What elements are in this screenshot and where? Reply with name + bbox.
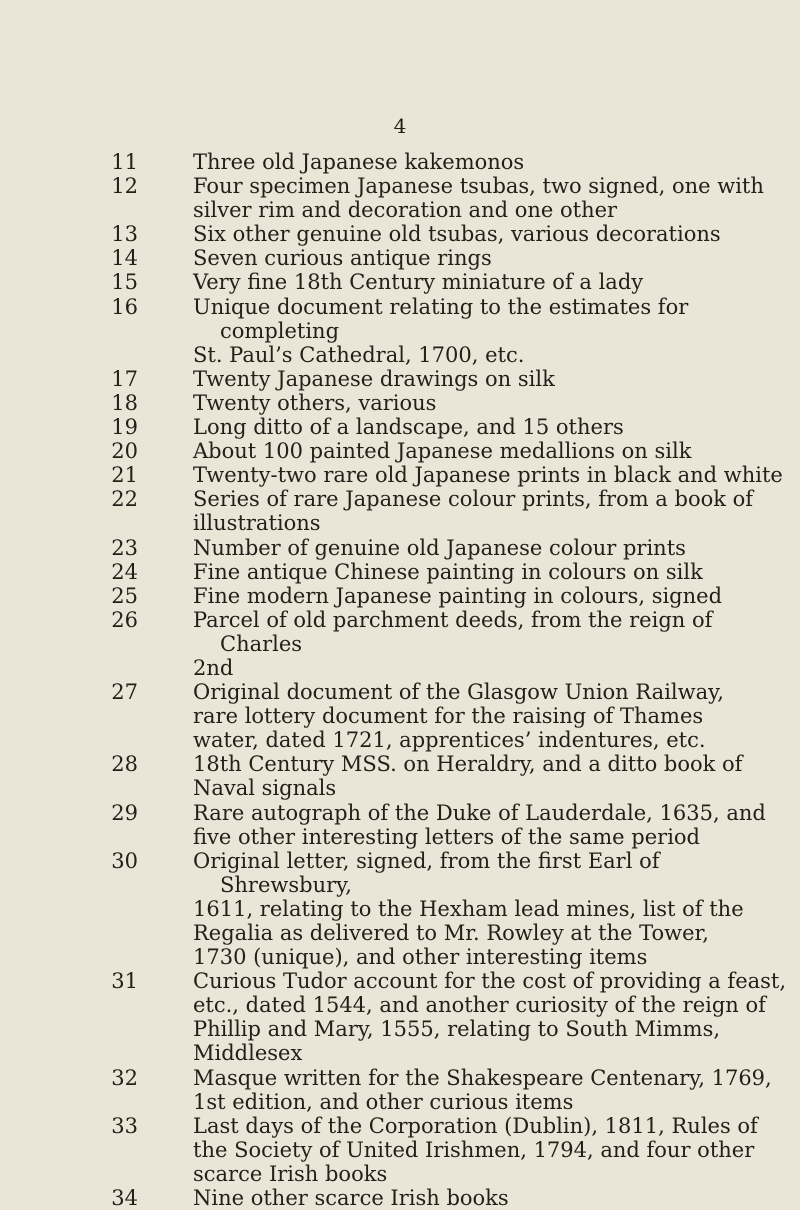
- lot-entry: [0, 487, 800, 535]
- lot-number: 25: [111, 583, 138, 608]
- lot-description: [193, 463, 798, 487]
- lot-number: 33: [111, 1113, 138, 1138]
- lot-description-line: 2nd: [193, 655, 234, 680]
- lot-entry: [0, 270, 800, 294]
- lot-description: [193, 536, 798, 560]
- lot-description: [193, 608, 798, 680]
- lot-description-line: St. Paul’s Cathedral, 1700, etc.: [193, 342, 525, 367]
- lot-entry: [0, 536, 800, 560]
- lot-description-line: Series of rare Japanese colour prints, from a book of: [193, 487, 754, 512]
- lot-list: [0, 150, 800, 1210]
- lot-description: [193, 150, 798, 174]
- lot-number: 31: [111, 969, 138, 994]
- lot-entry: [0, 849, 800, 969]
- lot-description-line: Parcel of old parchment deeds, from the reign of Charles: [193, 607, 713, 656]
- lot-number: 34: [111, 1186, 138, 1210]
- lot-description: [193, 439, 798, 463]
- lot-entry: [0, 295, 800, 367]
- lot-number: 23: [111, 535, 138, 560]
- lot-number: 29: [111, 800, 138, 825]
- lot-description-line: etc., dated 1544, and another curiosity of the reign of: [193, 993, 766, 1018]
- lot-description-line: Original letter, signed, from the first Earl of Shrewsbury,: [193, 848, 660, 897]
- page-number: 4: [393, 114, 407, 138]
- lot-description: [193, 801, 798, 849]
- lot-number: 16: [111, 294, 138, 319]
- lot-entry: [0, 439, 800, 463]
- lot-description-line: About 100 painted Japanese medallions on silk: [193, 439, 692, 464]
- lot-number: 27: [111, 680, 138, 705]
- lot-description-line: Nine other scarce Irish books: [193, 1186, 509, 1210]
- lot-number: 22: [111, 487, 138, 512]
- lot-number: 24: [111, 559, 138, 584]
- lot-description-line: Very fine 18th Century miniature of a lady: [193, 270, 644, 295]
- lot-description-line: Middlesex: [193, 1041, 303, 1066]
- lot-description: [193, 246, 798, 270]
- lot-number: 12: [111, 174, 138, 199]
- lot-number: 26: [111, 607, 138, 632]
- lot-entry: [0, 391, 800, 415]
- lot-number: 14: [111, 246, 138, 271]
- lot-entry: [0, 367, 800, 391]
- lot-description-line: Regalia as delivered to Mr. Rowley at the Tower,: [193, 921, 709, 945]
- lot-description-line: Naval signals: [193, 776, 337, 801]
- lot-description: [193, 560, 798, 584]
- lot-description-line: Last days of the Corporation (Dublin), 1811, Rules of: [193, 1113, 758, 1138]
- lot-description-line: 18th Century MSS. on Heraldry, and a ditto book of: [193, 752, 743, 777]
- lot-number: 21: [111, 463, 138, 488]
- lot-number: 32: [111, 1065, 138, 1090]
- lot-entry: [0, 969, 800, 1065]
- lot-description-line: silver rim and decoration and one other: [193, 198, 618, 223]
- lot-description: [193, 752, 798, 800]
- lot-description: [193, 391, 798, 415]
- lot-description: [193, 367, 798, 391]
- lot-description: [193, 270, 798, 294]
- lot-description: [193, 584, 798, 608]
- lot-description-line: Seven curious antique rings: [193, 246, 492, 271]
- lot-description: [193, 680, 798, 752]
- lot-entry: [0, 560, 800, 584]
- lot-number: 11: [111, 150, 138, 174]
- lot-entry: [0, 150, 800, 174]
- lot-number: 15: [111, 270, 138, 295]
- lot-description: [193, 174, 798, 222]
- lot-description-line: Three old Japanese kakemonos: [193, 150, 525, 174]
- lot-entry: [0, 1186, 800, 1210]
- lot-description-line: Fine modern Japanese painting in colours, signed: [193, 583, 723, 608]
- lot-description: [193, 295, 798, 367]
- lot-number: 13: [111, 222, 138, 247]
- lot-description-line: Twenty-two rare old Japanese prints in black and white: [193, 463, 783, 488]
- lot-description-line: rare lottery document for the raising of Thames: [193, 704, 704, 729]
- lot-description: [193, 487, 798, 535]
- lot-description-line: Number of genuine old Japanese colour prints: [193, 535, 686, 560]
- lot-description-line: Masque written for the Shakespeare Centenary, 1769,: [193, 1065, 772, 1090]
- lot-description-line: 1611, relating to the Hexham lead mines, list of the: [193, 896, 744, 921]
- lot-description-line: Rare autograph of the Duke of Lauderdale, 1635, and: [193, 800, 766, 825]
- lot-number: 18: [111, 390, 138, 415]
- lot-description-line: five other interesting letters of the same period: [193, 824, 700, 849]
- lot-description: [193, 1186, 798, 1210]
- lot-description: [193, 415, 798, 439]
- lot-description-line: Phillip and Mary, 1555, relating to South Mimms,: [193, 1017, 721, 1042]
- lot-entry: [0, 174, 800, 222]
- lot-description: [193, 1066, 798, 1114]
- lot-description-line: Twenty others, various: [193, 390, 437, 415]
- lot-description-line: water, dated 1721, apprentices’ indentures, etc.: [193, 728, 706, 753]
- lot-description: [193, 969, 798, 1065]
- lot-entry: [0, 463, 800, 487]
- lot-entry: [0, 222, 800, 246]
- lot-description-line: Fine antique Chinese painting in colours on silk: [193, 559, 703, 584]
- lot-number: 20: [111, 439, 138, 464]
- lot-number: 30: [111, 848, 138, 873]
- lot-description-line: illustrations: [193, 511, 321, 536]
- lot-description-line: Original document of the Glasgow Union Railway,: [193, 680, 724, 705]
- lot-entry: [0, 752, 800, 800]
- lot-description-line: Four specimen Japanese tsubas, two signed, one with: [193, 174, 764, 199]
- lot-description-line: Six other genuine old tsubas, various decorations: [193, 222, 721, 247]
- lot-description-line: Curious Tudor account for the cost of providing a feast,: [193, 969, 787, 994]
- lot-description-line: scarce Irish books: [193, 1161, 388, 1186]
- lot-entry: [0, 680, 800, 752]
- lot-description: [193, 849, 798, 969]
- lot-entry: [0, 1066, 800, 1114]
- lot-description: [193, 222, 798, 246]
- lot-description-line: the Society of United Irishmen, 1794, and four other: [193, 1137, 755, 1162]
- lot-description-line: 1730 (unique), and other interesting items: [193, 945, 648, 970]
- lot-number: 17: [111, 366, 138, 391]
- lot-entry: [0, 415, 800, 439]
- lot-description-line: Twenty Japanese drawings on silk: [193, 366, 555, 391]
- lot-entry: [0, 584, 800, 608]
- lot-number: 19: [111, 415, 138, 440]
- lot-entry: [0, 608, 800, 680]
- lot-description-line: Unique document relating to the estimates for completing: [193, 294, 689, 343]
- lot-entry: [0, 801, 800, 849]
- lot-description-line: 1st edition, and other curious items: [193, 1089, 574, 1114]
- lot-entry: [0, 246, 800, 270]
- lot-description-line: Long ditto of a landscape, and 15 others: [193, 415, 624, 440]
- lot-number: 28: [111, 752, 138, 777]
